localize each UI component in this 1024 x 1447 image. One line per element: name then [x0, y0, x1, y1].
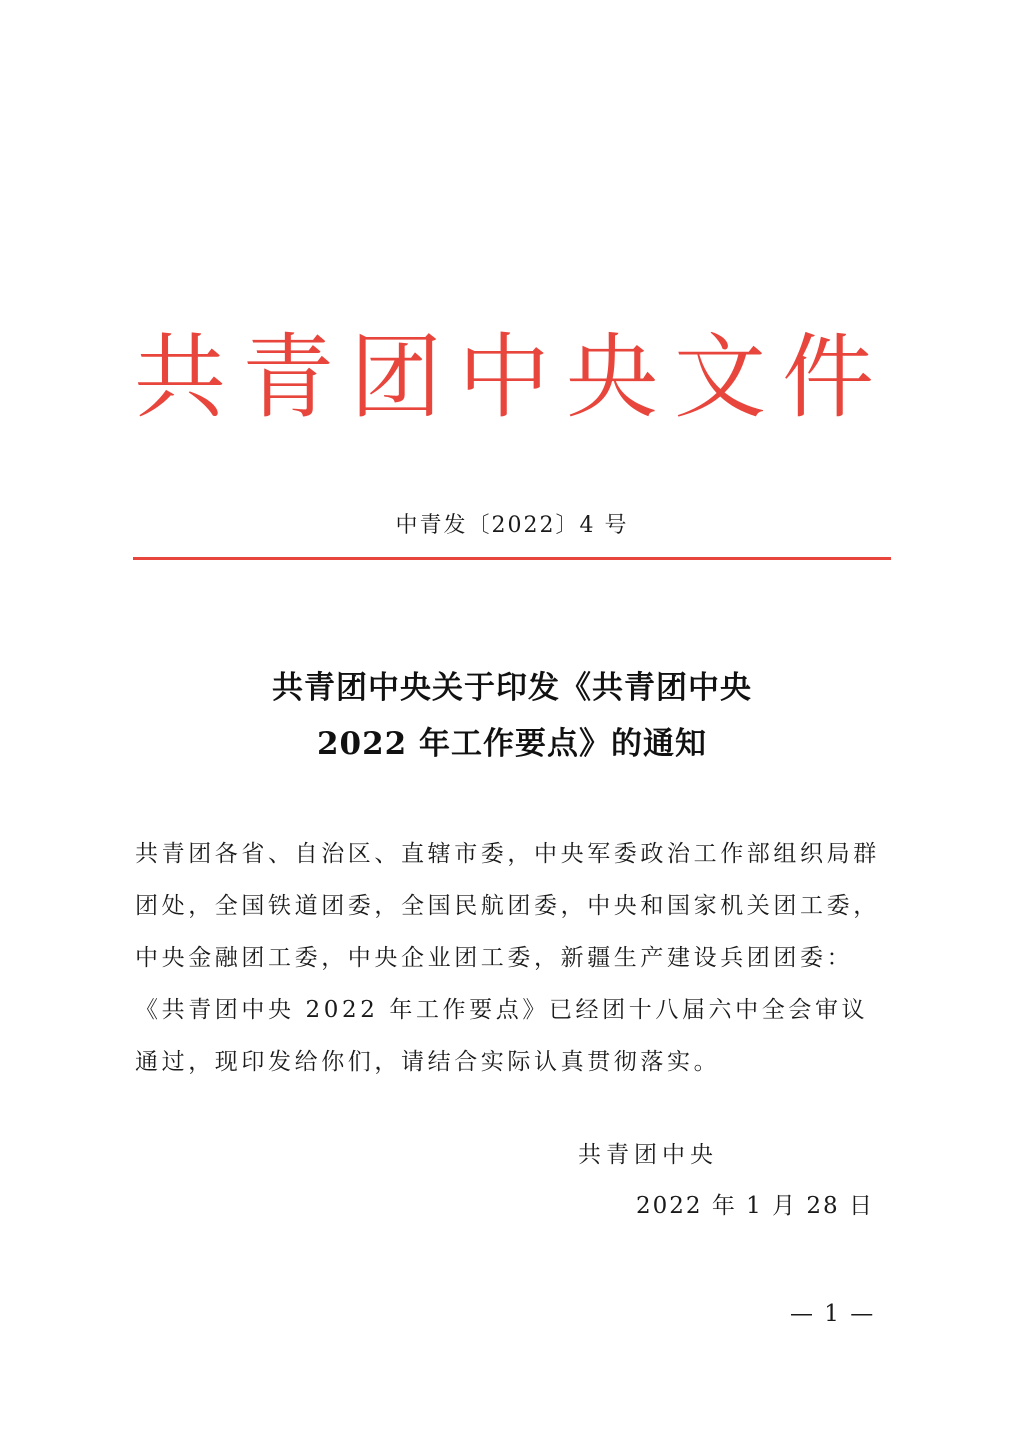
- body-line-1: 共青团各省、自治区、直辖市委，中央军委政治工作部组织局群: [135, 841, 880, 867]
- notice-title: [0, 660, 1024, 772]
- document-number: 中青发〔2022〕4 号: [395, 513, 629, 538]
- notice-title-line-2: 2022 年工作要点》的通知: [316, 726, 708, 762]
- body-line-5: 通过，现印发给你们，请结合实际认真贯彻落实。: [135, 1049, 721, 1075]
- document-header-title: 共青团中央文件: [133, 324, 890, 431]
- body-line-3: 中央金融团工委，中央企业团工委，新疆生产建设兵团团委：: [135, 945, 854, 971]
- notice-title-line-1: 共青团中央关于印发《共青团中央: [272, 670, 752, 706]
- signature-date: 2022 年 1 月 28 日: [636, 1193, 874, 1219]
- red-separator-rule: [133, 557, 891, 560]
- body-line-4: 《共青团中央 2022 年工作要点》已经团十八届六中全会审议: [135, 997, 869, 1023]
- signature-organization: 共青团中央: [578, 1142, 718, 1168]
- page-number: — 1 —: [790, 1301, 876, 1327]
- notice-body: [135, 828, 891, 1088]
- body-line-2: 团处，全国铁道团委，全国民航团委，中央和国家机关团工委，: [135, 893, 880, 919]
